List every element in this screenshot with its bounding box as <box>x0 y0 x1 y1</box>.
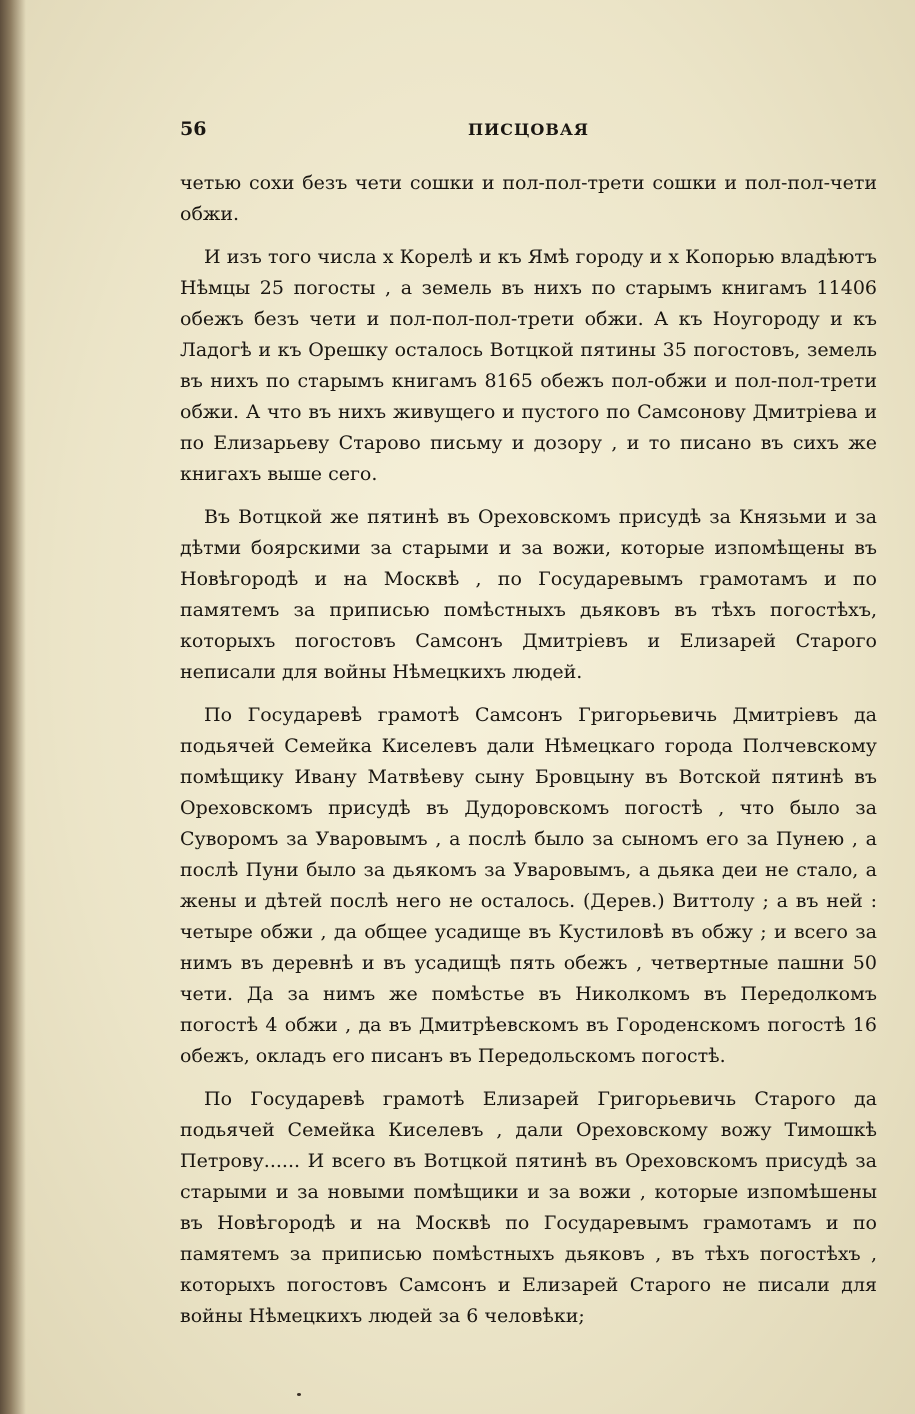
paragraph: По Государевѣ грамотѣ Елизарей Григорьевичь Старого да подьячей Семейка Киселевъ , дали Ореховскому вожу Тимошкѣ Петрову...... И всего въ Вотцкой пятинѣ въ Ореховскомъ присудѣ за старыми и за новыми помѣщики и за вожи , которые изпомѣшены въ Новѣгородѣ и на Москвѣ по Государевымъ грамотамъ и по памятемъ за приписью помѣстныхъ дьяковъ , въ тѣхъ погостѣхъ , которыхъ погостовъ Самсонъ и Елизарей Старого не писали для войны Нѣмецкихъ людей за 6 человѣки; <box>180 1088 877 1327</box>
paragraph: По Государевѣ грамотѣ Самсонъ Григорьевичь Дмитрiевъ да подьячей Семейка Киселевъ дали Нѣмецкаго города Полчевскому помѣщику Ивану Матвѣеву сыну Бровцыну въ Вотской пятинѣ въ Ореховскомъ присудѣ въ Дудоровскомъ погостѣ , что было за Суворомъ за Уваровымъ , а послѣ было за сыномъ его за Пунею , а послѣ Пуни было за дьякомъ за Уваровымъ, а дьяка деи не стало, а жены и дѣтей послѣ него не осталось. (Дерев.) Виттолу ; а въ ней : четыре обжи , да общее усадище въ Кустиловѣ въ обжу ; и всего за нимъ въ деревнѣ и въ усадищѣ пять обежъ , четвертные пашни 50 чети. Да за нимъ же помѣстье въ Николкомъ въ Передолкомъ погостѣ 4 обжи , да въ Дмитрѣевскомъ въ Городенскомъ погостѣ 16 обежъ, окладъ его писанъ въ Передольскомъ погостѣ. <box>180 704 877 1067</box>
paragraph: Въ Вотцкой же пятинѣ въ Ореховскомъ присудѣ за Князьми и за дѣтми боярскими за старыми и за вожи, которые изпомѣщены въ Новѣгородѣ и на Москвѣ , по Государевымъ грамотамъ и по памятемъ за приписью помѣстныхъ дьяковъ въ тѣхъ погостѣхъ, которыхъ погостовъ Самсонъ Дмитрiевъ и Елизарей Старого неписали для войны Нѣмецкихъ людей. <box>180 506 877 683</box>
body-text <box>180 168 877 1332</box>
page-number: 56 <box>180 118 207 140</box>
page-binding-shadow <box>0 0 26 1414</box>
page-header <box>180 118 877 142</box>
print-speck <box>297 1393 301 1396</box>
paragraph-continuation: четью сохи безъ чети сошки и пол-пол-трети сошки и пол-пол-чети обжи. <box>180 172 877 225</box>
paragraph: И изъ того числа х Корелѣ и къ Ямѣ городу и х Копорью владѣютъ Нѣмцы 25 погосты , а земель въ нихъ по старымъ книгамъ 11406 обежъ безъ чети и пол-пол-пол-трети обжи. А къ Ноугороду и къ Ладогѣ и къ Орешку осталось Вотцкой пятины 35 погостовъ, земель въ нихъ по старымъ книгамъ 8165 обежъ пол-обжи и пол-пол-трети обжи. А что въ нихъ живущего и пустого по Самсонову Дмитрiева и по Елизарьеву Старово письму и дозору , и то писано въ сихъ же книгахъ выше сего. <box>180 246 877 485</box>
running-title: ПИСЦОВАЯ <box>467 120 590 139</box>
